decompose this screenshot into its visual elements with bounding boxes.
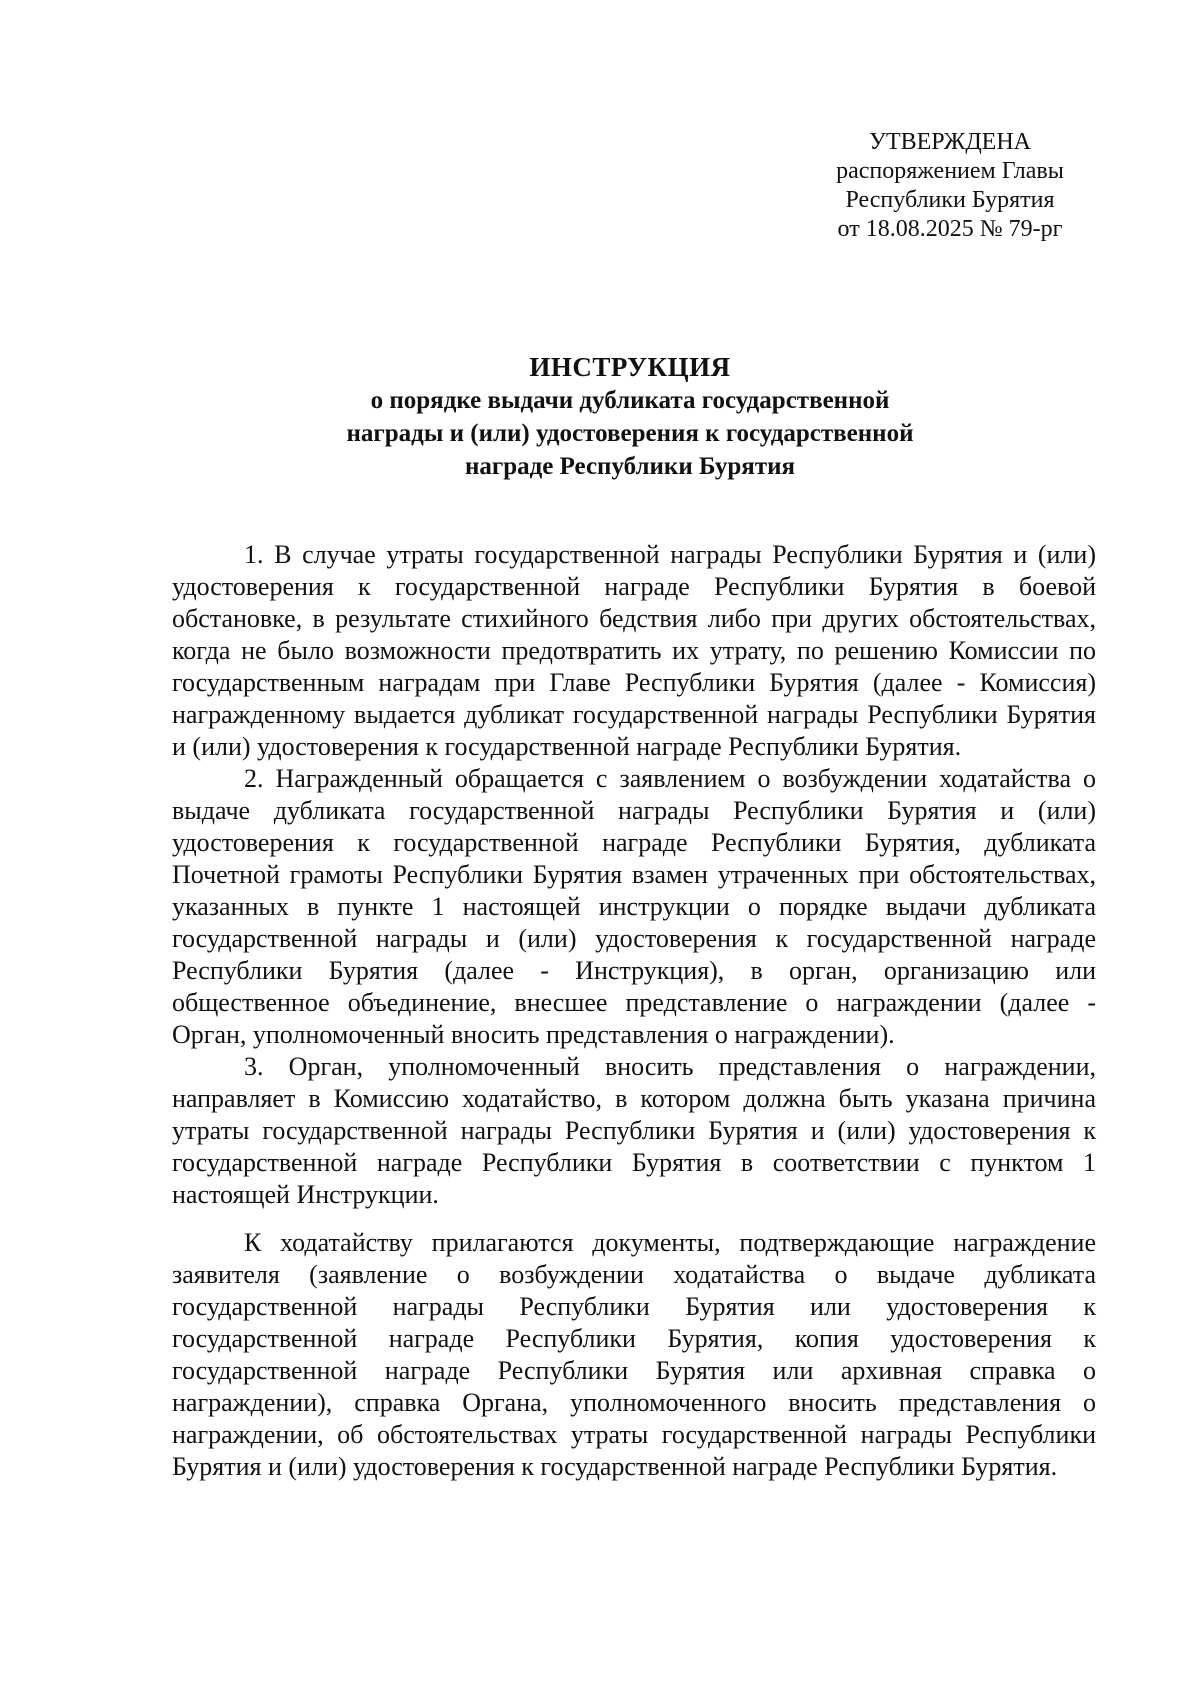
title-subtitle-line-3: награде Республики Бурятия [464,453,796,480]
title-subtitle-line-2: награды и (или) удостоверения к государственной [346,420,914,447]
paragraph-3: 3. Орган, уполномоченный вносить представления о награждении, направляет в Комиссию ходатайство, в котором должна быть указана причина утраты государственной награды Республики Бурятия и (или) удостоверения к государственной награде Республики Бурятия в соответствии с пунктом 1 настоящей Инструкции. [172,1052,1096,1209]
approval-authority: распоряжением Главы [836,158,1064,184]
approval-stamp [800,128,1100,244]
title-main: ИНСТРУКЦИЯ [529,352,731,382]
approval-status: УТВЕРЖДЕНА [868,129,1032,155]
approval-region: Республики Бурятия [845,187,1055,213]
document-title [160,350,1100,483]
paragraph-2: 2. Награжденный обращается с заявлением о возбуждении ходатайства о выдаче дубликата государственной награды Республики Бурятия и (или) удостоверения к государственной награде Республики Бурятия, дубликата Почетной грамоты Республики Бурятия взамен утраченных при обстоятельствах, указанных в пункте 1 настоящей инструкции о порядке выдачи дубликата государственной награды и (или) удостоверения к государственной награде Республики Бурятия (далее - Инструкция), в орган, организацию или общественное объединение, внесшее представление о награждении (далее - Орган, уполномоченный вносить представления о награждении). [172,764,1096,1049]
approval-date-number: от 18.08.2025 № 79-рг [837,216,1063,242]
title-subtitle-line-1: о порядке выдачи дубликата государственной [370,387,890,414]
document-body [172,539,1096,1483]
paragraph-1: 1. В случае утраты государственной награды Республики Бурятия и (или) удостоверения к государственной награде Республики Бурятия в боевой обстановке, в результате стихийного бедствия либо при других обстоятельствах, когда не было возможности предотвратить их утрату, по решению Комиссии по государственным наградам при Главе Республики Бурятия (далее - Комиссия) награжденному выдается дубликат государственной награды Республики Бурятия и (или) удостоверения к государственной награде Республики Бурятия. [172,540,1096,761]
paragraph-4: К ходатайству прилагаются документы, подтверждающие награждение заявителя (заявление о возбуждении ходатайства о выдаче дубликата государственной награды Республики Бурятия или удостоверения к государственной награде Республики Бурятия, копия удостоверения к государственной награде Республики Бурятия или архивная справка о награждении), справка Органа, уполномоченного вносить представления о награждении, об обстоятельствах утраты государственной награды Республики Бурятия и (или) удостоверения к государственной награде Республики Бурятия. [172,1228,1096,1481]
